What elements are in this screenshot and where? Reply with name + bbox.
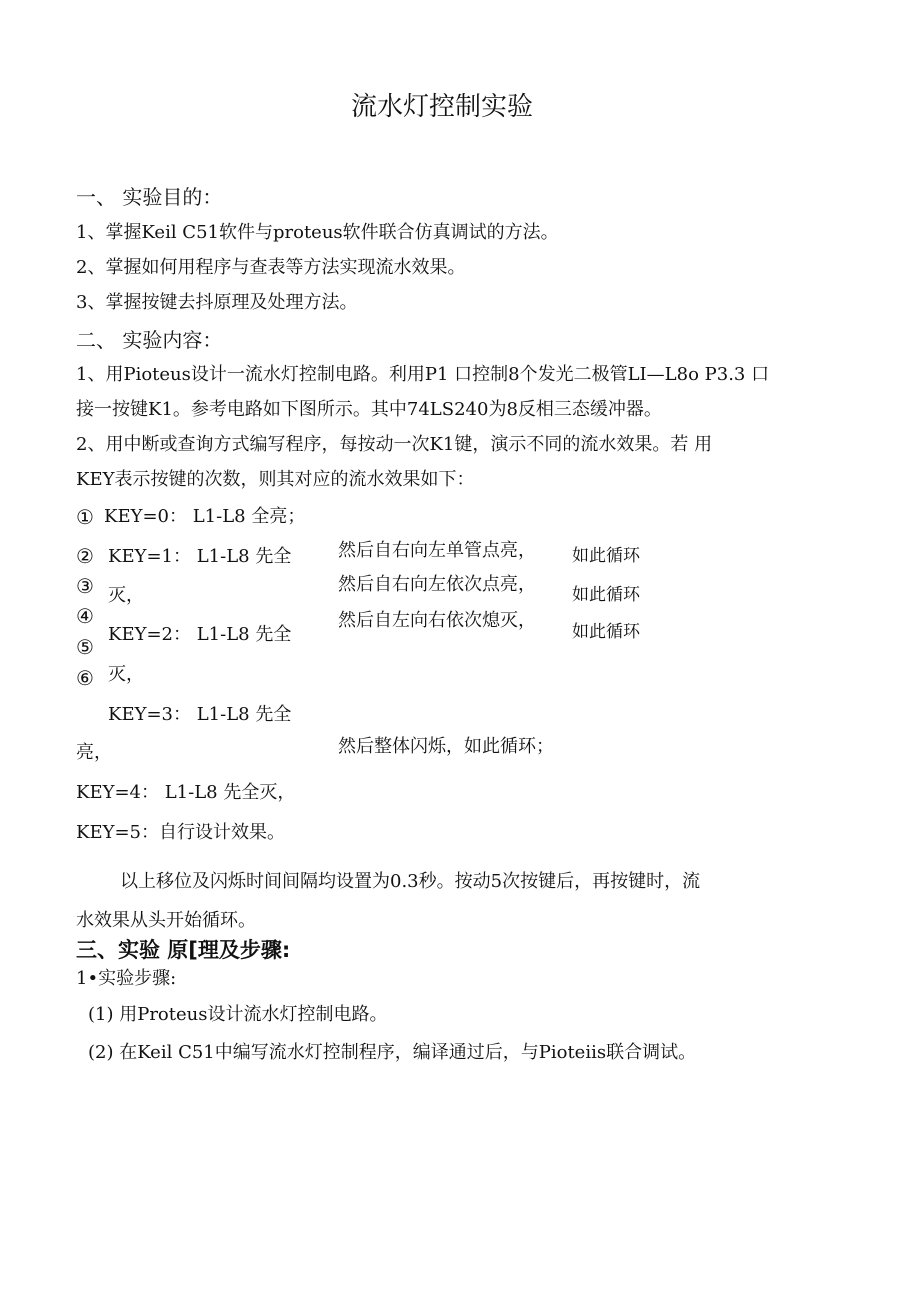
steps-subheading: 1•实验步骤: (76, 968, 177, 989)
circled-number-3: ③ (76, 574, 94, 598)
circled-number-4: ④ (76, 604, 94, 628)
content-para2-line2: KEY表示按键的次数，则其对应的流水效果如下： (76, 469, 475, 490)
objective-item-3: 3、掌握按键去抖原理及处理方法。 (76, 292, 358, 313)
step-2: (2) 在Keil C51中编写流水灯控制程序，编译通过后，与Pioteiis联合调试。 (88, 1042, 697, 1063)
circled-number-5: ⑤ (76, 635, 94, 659)
content-para1-line2: 接一按键K1。参考电路如下图所示。其中74LS240为8反相三态缓冲器。 (76, 399, 662, 420)
step-1: (1) 用Proteus设计流水灯控制电路。 (88, 1004, 388, 1025)
circled-number-2: ② (76, 544, 94, 568)
objective-item-1: 1、掌握Keil C51软件与proteus软件联合仿真调试的方法。 (76, 222, 559, 243)
loop-label-3: 如此循环 (572, 622, 640, 642)
section2-heading: 二、 实验内容： (76, 328, 223, 352)
key0-text: KEY=0： L1-L8 全亮； (104, 506, 306, 527)
key2-text-a: KEY=2： L1-L8 先全 (108, 624, 292, 645)
key4-text: KEY=4： L1-L8 先全灭， (76, 782, 296, 803)
key1-text-a: KEY=1： L1-L8 先全 (108, 546, 292, 567)
content-para2-line1: 2、用中断或查询方式编写程序，每按动一次K1键，演示不同的流水效果。若 用 (76, 434, 713, 455)
circled-number-6: ⑥ (76, 666, 94, 690)
key1-text-b: 灭， (108, 585, 144, 606)
circled-number-1: ① (76, 505, 94, 529)
effect-key2: 然后自右向左依次点亮， (338, 574, 536, 595)
key2-text-b: 灭， (108, 664, 144, 685)
note-line-2: 水效果从头开始循环。 (76, 910, 256, 931)
note-line-1: 以上移位及闪烁时间间隔均设置为0.3秒。按动5次按键后，再按键时，流 (120, 871, 701, 892)
content-para1-line1: 1、用Pioteus设计一流水灯控制电路。利用P1 口控制8个发光二极管LI—L8o P3.3 口 (76, 364, 770, 385)
effect-key3: 然后整体闪烁，如此循环； (338, 736, 554, 757)
effect-key1: 然后自右向左单管点亮， (338, 540, 536, 561)
loop-label-2: 如此循环 (572, 585, 640, 605)
section3-heading: 三、实验 原[理及步骤: (76, 938, 291, 962)
section1-heading: 一、 实验目的： (76, 185, 223, 209)
loop-label-1: 如此循环 (572, 546, 640, 566)
key5-text: KEY=5：自行设计效果。 (76, 822, 286, 843)
objective-item-2: 2、掌握如何用程序与查表等方法实现流水效果。 (76, 257, 466, 278)
key3-text-b: 亮， (76, 742, 112, 763)
effect-key2b: 然后自左向右依次熄灭， (338, 610, 536, 631)
document-title: 流水灯控制实验 (350, 92, 533, 122)
key3-text-a: KEY=3： L1-L8 先全 (108, 704, 292, 725)
